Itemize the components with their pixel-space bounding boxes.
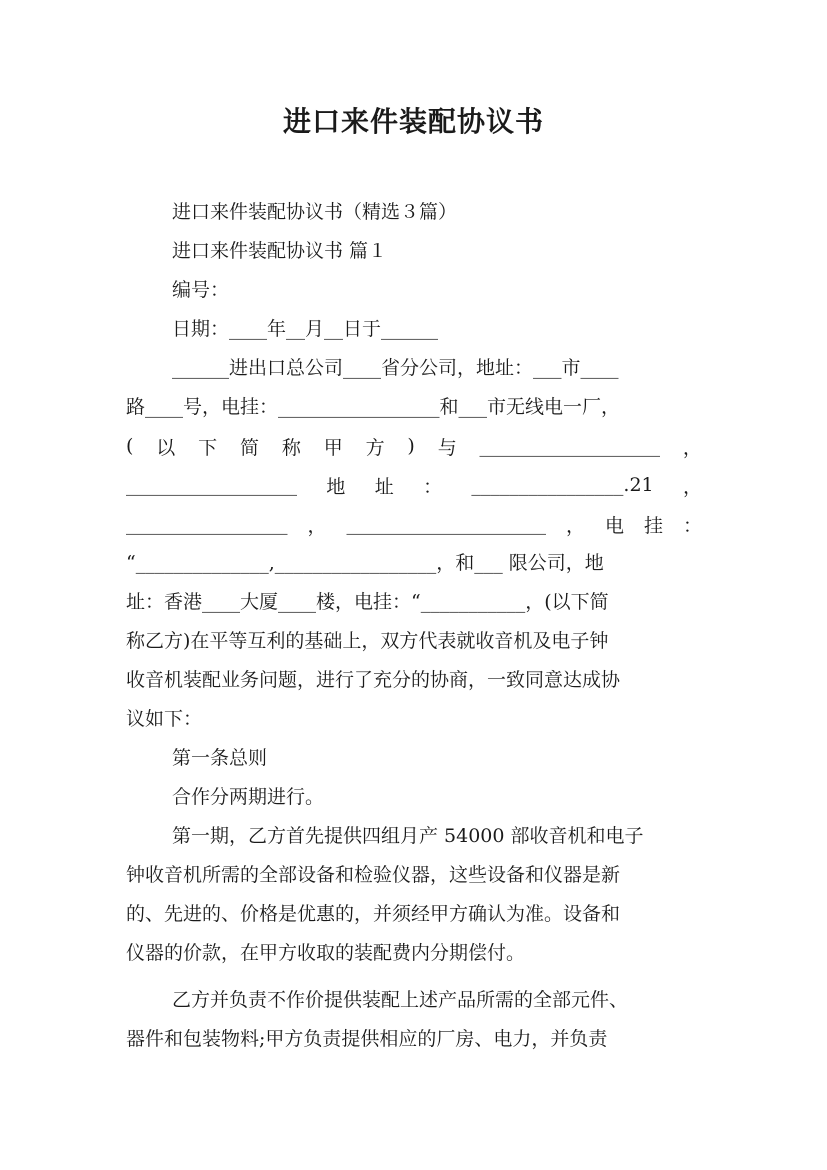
paragraph-line: 址：香港____大厦____楼，电挂：“___________，(以下简 (126, 591, 609, 613)
paragraph-line: 议如下： (126, 708, 203, 730)
spread-token: ： (423, 475, 443, 498)
paragraph-line: 第一期，乙方首先提供四组月产 54000 部收音机和电子 (172, 825, 644, 847)
paragraph-line: 乙方并负责不作价提供装配上述产品所需的全部元件、 (172, 989, 629, 1011)
date-field: 日期：____年__月__日于______ (172, 318, 439, 340)
paragraph-line: “______________,_________________，和___ 限公司，地 (126, 552, 604, 574)
spread-line (126, 470, 702, 500)
spread-token: ， (565, 514, 585, 537)
paragraph-line: 器件和包装物料;甲方负责提供相应的厂房、电力，并负责 (126, 1028, 608, 1050)
spread-token: 方 (365, 436, 385, 459)
spread-token: 址 (374, 475, 394, 498)
spread-token: 简 (239, 436, 259, 459)
subtitle-line: 进口来件装配协议书（精选３篇） (172, 201, 458, 223)
spread-token: ， (307, 514, 327, 537)
paragraph-line: 称乙方)在平等互利的基础上，双方代表就收音机及电子钟 (126, 630, 609, 652)
paragraph-line: 的、先进的、价格是优惠的，并须经甲方确认为准。设备和 (126, 903, 621, 925)
spread-token: 与 (437, 436, 457, 459)
section-heading: 进口来件装配协议书 篇１ (172, 240, 388, 262)
spread-token: 电 (604, 514, 624, 537)
spread-token: ， (682, 475, 702, 498)
spread-token: 地 (326, 475, 346, 498)
paragraph-line: 收音机装配业务问题，进行了充分的协商，一致同意达成协 (126, 669, 621, 691)
paragraph-line: 路____号，电挂：_________________和___市无线电一厂， (126, 396, 621, 418)
paragraph-line: 钟收音机所需的全部设备和检验仪器，这些设备和仪器是新 (126, 864, 621, 886)
spread-token: 下 (198, 436, 218, 459)
document-title: 进口来件装配协议书 (282, 105, 544, 138)
spread-token: ， (682, 436, 702, 459)
spread-token: ___________________ (479, 435, 661, 457)
spread-token: 挂 (643, 514, 663, 537)
spread-token: ( (126, 435, 134, 457)
paragraph-line: 合作分两期进行。 (172, 786, 325, 808)
spread-token: 甲 (323, 436, 343, 459)
spread-line (126, 431, 702, 461)
spread-token: 以 (156, 436, 176, 459)
spread-token: ) (407, 435, 415, 457)
spread-token: __________________ (126, 474, 297, 496)
number-field: 编号： (172, 279, 230, 301)
spread-line (126, 509, 702, 539)
spread-token: _____________________ (346, 513, 546, 535)
spread-token: ： (682, 514, 702, 537)
paragraph-line: ______进出口总公司____省分公司，地址：___市____ (172, 357, 619, 379)
article-heading: 第一条总则 (172, 747, 268, 769)
paragraph-line: 仪器的价款，在甲方收取的装配费内分期偿付。 (126, 942, 526, 964)
spread-token: 称 (281, 436, 301, 459)
spread-token: ________________.21 (471, 474, 654, 496)
spread-token: _________________ (126, 513, 288, 535)
